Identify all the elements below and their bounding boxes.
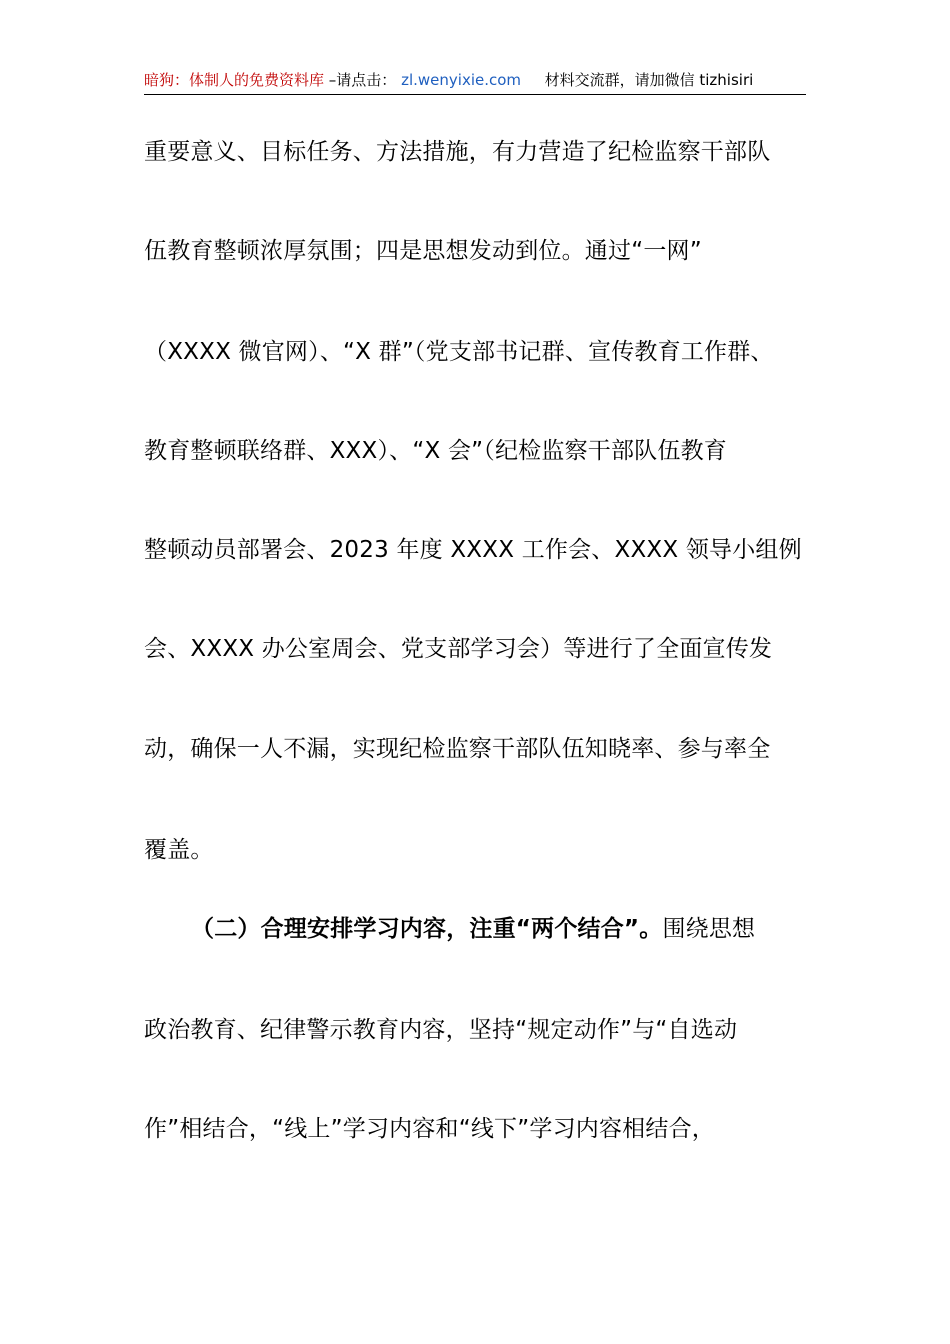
page-header — [144, 68, 806, 95]
header-promo-text: 暗狗：体制人的免费资料库 — [144, 71, 325, 89]
body-text-line: （XXXX 微官网）、“X 群”（党支部书记群、宣传教育工作群、 — [144, 339, 774, 365]
body-text-line: 动，确保一人不漏，实现纪检监察干部队伍知晓率、参与率全 — [144, 736, 771, 762]
body-text-line: 覆盖。 — [144, 837, 214, 863]
body-text-line: 重要意义、目标任务、方法措施，有力营造了纪检监察干部队 — [144, 139, 771, 165]
section-heading-line — [191, 914, 755, 944]
header-url-link[interactable]: zl.wenyixie.com — [401, 71, 522, 89]
header-click-text: –请点击： — [328, 71, 397, 89]
section-heading: （二）合理安排学习内容，注重“两个结合”。 — [191, 916, 663, 942]
body-text-line: 教育整顿联络群、XXX）、“X 会”（纪检监察干部队伍教育 — [144, 438, 727, 464]
header-contact-text: 材料交流群，请加微信 tizhisiri — [544, 71, 754, 89]
body-text-line: 政治教育、纪律警示教育内容，坚持“规定动作”与“自选动 — [144, 1017, 738, 1043]
body-text-line: 整顿动员部署会、2023 年度 XXXX 工作会、XXXX 领导小组例 — [144, 537, 802, 563]
body-text-line: 伍教育整顿浓厚氛围；四是思想发动到位。通过“一网” — [144, 238, 702, 264]
section-heading-rest: 围绕思想 — [662, 916, 756, 942]
body-text-line: 作”相结合，“线上”学习内容和“线下”学习内容相结合， — [144, 1116, 715, 1142]
body-text-line: 会、XXXX 办公室周会、党支部学习会）等进行了全面宣传发 — [144, 636, 773, 662]
